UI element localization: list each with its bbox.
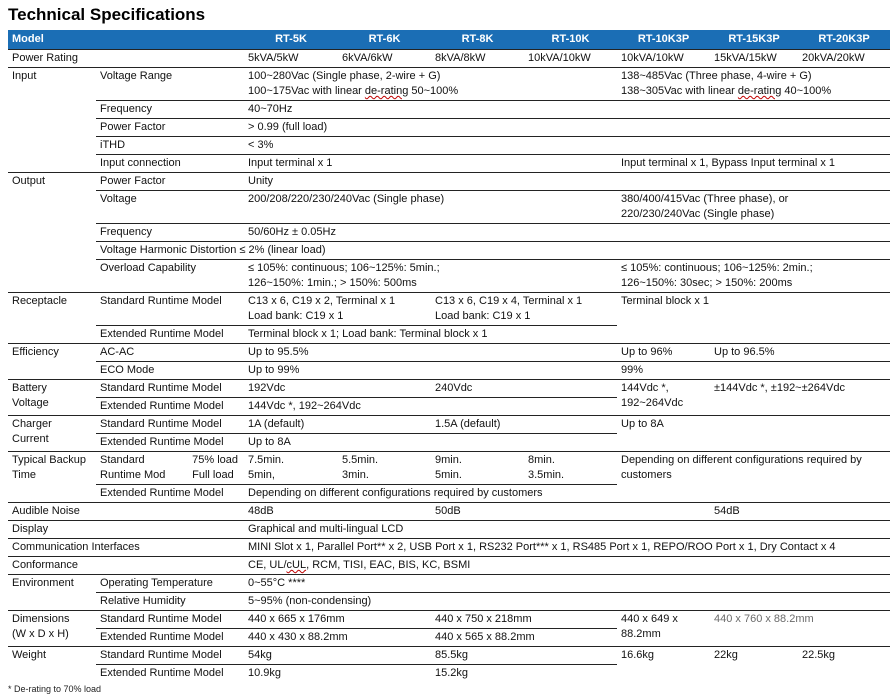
dimensions-10k3p: 440 x 649 x 88.2mm	[617, 611, 710, 647]
backup-extended-value: Depending on different configurations required by customers	[244, 485, 617, 503]
output-power-factor-value: Unity	[244, 173, 890, 191]
relative-humidity-value: 5~95% (non-condensing)	[244, 593, 890, 611]
row-output-voltage	[8, 191, 890, 224]
row-overload-capability	[8, 260, 890, 293]
ithd-value: < 3%	[244, 137, 890, 155]
charger-std-5k-6k: 1A (default)	[244, 416, 431, 434]
row-label-display: Display	[8, 521, 244, 539]
row-label-output-frequency: Frequency	[96, 224, 244, 242]
voltage-range-three-phase	[617, 68, 890, 101]
spellcheck-underline: de-rating	[737, 85, 782, 97]
row-weight-standard	[8, 647, 890, 665]
weight-ext-5k-6k: 10.9kg	[244, 665, 431, 683]
operating-temperature-value: 0~55°C ****	[244, 575, 890, 593]
section-label-environment: Environment	[8, 575, 96, 611]
communication-interfaces-value: MINI Slot x 1, Parallel Port** x 2, USB Port x 1, RS232 Port*** x 1, RS485 Port x 1, REPO/ROO Port x 1, Dry Contact x 4	[244, 539, 890, 557]
row-label-power-rating: Power Rating	[8, 50, 244, 68]
section-label-efficiency: Efficiency	[8, 344, 96, 380]
efficiency-eco-1ph: Up to 99%	[244, 362, 617, 380]
dimensions-ext-5k-6k: 440 x 430 x 88.2mm	[244, 629, 431, 647]
battery-15k-20k: ±144Vdc *, ±192~±264Vdc	[710, 380, 890, 416]
battery-std-8k-10k: 240Vdc	[431, 380, 617, 398]
battery-std-5k-6k: 192Vdc	[244, 380, 431, 398]
row-label-input-power-factor: Power Factor	[96, 119, 244, 137]
receptacle-extended-value: Terminal block x 1; Load bank: Terminal block x 1	[244, 326, 617, 344]
row-label-backup-extended: Extended Runtime Model	[96, 485, 244, 503]
dimensions-std-8k-10k: 440 x 750 x 218mm	[431, 611, 617, 629]
row-input-frequency	[8, 101, 890, 119]
section-label-backup-time: Typical Backup Time	[8, 452, 96, 503]
table-header-row	[8, 30, 890, 50]
row-label-eco-mode: ECO Mode	[96, 362, 244, 380]
input-connection-single-phase: Input terminal x 1	[244, 155, 617, 173]
charger-three-phase: Up to 8A	[617, 416, 890, 452]
row-label-overload-capability: Overload Capability	[96, 260, 244, 293]
row-output-frequency	[8, 224, 890, 242]
conformance-value: CE, UL/cUL, RCM, TISI, EAC, BIS, KC, BSMI	[244, 557, 890, 575]
spellcheck-underline: de-rating	[364, 85, 409, 97]
row-output-power-factor	[8, 173, 890, 191]
audible-noise-8k-10k3p: 50dB	[431, 503, 710, 521]
charger-std-8k-10k: 1.5A (default)	[431, 416, 617, 434]
section-label-weight: Weight	[8, 647, 96, 683]
output-frequency-value: 50/60Hz ± 0.05Hz	[244, 224, 890, 242]
row-label-output-power-factor: Power Factor	[96, 173, 244, 191]
row-label-harmonic-distortion: Voltage Harmonic Distortion ≤ 2% (linear load)	[96, 242, 890, 260]
receptacle-8k-10k: C13 x 6, C19 x 4, Terminal x 1 Load bank: C19 x 1	[431, 293, 617, 326]
row-output-harmonic-distortion	[8, 242, 890, 260]
row-input-power-factor	[8, 119, 890, 137]
backup-rt-10k: 8min. 3.5min.	[524, 452, 617, 485]
row-input-voltage-range	[8, 68, 890, 101]
row-display	[8, 521, 890, 539]
row-relative-humidity	[8, 593, 890, 611]
output-voltage-single-phase: 200/208/220/230/240Vac (Single phase)	[244, 191, 617, 224]
col-header-rt-15k3p: RT-15K3P	[710, 30, 798, 50]
row-label-dimensions-standard: Standard Runtime Model	[96, 611, 244, 629]
section-label-charger-current: Charger Current	[8, 416, 96, 452]
voltage-range-single-phase-line2: 100~175Vac with linear de-rating 50~100%	[248, 85, 459, 97]
weight-10k3p: 16.6kg	[617, 647, 710, 683]
footnote: * De-rating to 70% load	[8, 684, 102, 694]
weight-std-5k-6k: 54kg	[244, 647, 431, 665]
row-battery-standard	[8, 380, 890, 398]
output-voltage-three-phase: 380/400/415Vac (Three phase), or 220/230/240Vac (Single phase)	[617, 191, 890, 224]
row-label-weight-extended: Extended Runtime Model	[96, 665, 244, 683]
power-rating-rt-6k: 6kVA/6kW	[338, 50, 431, 68]
power-rating-rt-10k3p: 10kVA/10kW	[617, 50, 710, 68]
weight-20k3p: 22.5kg	[798, 647, 890, 683]
row-input-connection	[8, 155, 890, 173]
col-header-rt-20k3p: RT-20K3P	[798, 30, 890, 50]
efficiency-eco-3ph: 99%	[617, 362, 890, 380]
input-frequency-value: 40~70Hz	[244, 101, 890, 119]
backup-load-labels: 75% load Full load	[192, 454, 238, 481]
voltage-range-single-phase	[244, 68, 617, 101]
row-label-ithd: iTHD	[96, 137, 244, 155]
row-power-rating	[8, 50, 890, 68]
col-header-rt-10k: RT-10K	[524, 30, 617, 50]
row-charger-standard	[8, 416, 890, 434]
col-header-rt-10k3p: RT-10K3P	[617, 30, 710, 50]
overload-single-phase: ≤ 105%: continuous; 106~125%: 5min.; 126~150%: 1min.; > 150%: 500ms	[244, 260, 617, 293]
dimensions-ext-8k-10k: 440 x 565 x 88.2mm	[431, 629, 617, 647]
row-label-acac: AC-AC	[96, 344, 244, 362]
audible-noise-5k-6k: 48dB	[244, 503, 431, 521]
charger-extended-value: Up to 8A	[244, 434, 617, 452]
power-rating-rt-20k3p: 20kVA/20kW	[798, 50, 890, 68]
voltage-range-three-phase-line1: 138~485Vac (Three phase, 4-wire + G)	[621, 70, 812, 82]
backup-standard-label: Standard Runtime Mod	[100, 454, 166, 481]
row-label-battery-standard: Standard Runtime Model	[96, 380, 244, 398]
row-dimensions-standard	[8, 611, 890, 629]
dimensions-15k-20k: 440 x 760 x 88.2mm	[710, 611, 890, 647]
col-header-rt-6k: RT-6K	[338, 30, 431, 50]
backup-rt-6k: 5.5min. 3min.	[338, 452, 431, 485]
display-value: Graphical and multi-lingual LCD	[244, 521, 890, 539]
row-label-weight-standard: Standard Runtime Model	[96, 647, 244, 665]
backup-rt-5k: 7.5min. 5min,	[244, 452, 338, 485]
row-label-input-connection: Input connection	[96, 155, 244, 173]
row-label-dimensions-extended: Extended Runtime Model	[96, 629, 244, 647]
section-label-battery-voltage: Battery Voltage	[8, 380, 96, 416]
row-label-charger-extended: Extended Runtime Model	[96, 434, 244, 452]
page-title: Technical Specifications	[8, 5, 206, 24]
row-operating-temperature	[8, 575, 890, 593]
power-rating-rt-10k: 10kVA/10kW	[524, 50, 617, 68]
row-receptacle-standard	[8, 293, 890, 326]
backup-three-phase: Depending on different configurations required by customers	[617, 452, 890, 503]
row-label-output-voltage: Voltage	[96, 191, 244, 224]
overload-three-phase: ≤ 105%: continuous; 106~125%: 2min.; 126~150%: 30sec; > 150%: 200ms	[617, 260, 890, 293]
section-label-input: Input	[8, 68, 96, 173]
row-input-ithd	[8, 137, 890, 155]
row-conformance	[8, 557, 890, 575]
row-efficiency-acac	[8, 344, 890, 362]
input-power-factor-value: > 0.99 (full load)	[244, 119, 890, 137]
weight-ext-8k-10k: 15.2kg	[431, 665, 617, 683]
efficiency-acac-1ph: Up to 95.5%	[244, 344, 617, 362]
battery-10k3p: 144Vdc *, 192~264Vdc	[617, 380, 710, 416]
power-rating-rt-8k: 8kVA/8kW	[431, 50, 524, 68]
row-efficiency-eco	[8, 362, 890, 380]
backup-standard-loads-cell	[96, 452, 244, 485]
audible-noise-15k-20k: 54dB	[710, 503, 890, 521]
power-rating-rt-5k: 5kVA/5kW	[244, 50, 338, 68]
voltage-range-single-phase-line1: 100~280Vac (Single phase, 2-wire + G)	[248, 70, 441, 82]
spec-table	[8, 30, 890, 682]
row-label-communication-interfaces: Communication Interfaces	[8, 539, 244, 557]
row-label-conformance: Conformance	[8, 557, 244, 575]
weight-std-8k-10k: 85.5kg	[431, 647, 617, 665]
section-label-receptacle: Receptacle	[8, 293, 96, 344]
row-communication-interfaces	[8, 539, 890, 557]
power-rating-rt-15k3p: 15kVA/15kW	[710, 50, 798, 68]
backup-rt-8k: 9min. 5min.	[431, 452, 524, 485]
row-label-battery-extended: Extended Runtime Model	[96, 398, 244, 416]
row-label-receptacle-standard: Standard Runtime Model	[96, 293, 244, 326]
voltage-range-three-phase-line2: 138~305Vac with linear de-rating 40~100%	[621, 85, 832, 97]
efficiency-acac-15k-20k: Up to 96.5%	[710, 344, 890, 362]
row-label-audible-noise: Audible Noise	[8, 503, 244, 521]
model-column-header: Model	[8, 30, 244, 50]
row-label-voltage-range: Voltage Range	[96, 68, 244, 101]
section-label-output: Output	[8, 173, 96, 293]
spellcheck-underline: cUL	[286, 559, 307, 571]
row-backup-standard	[8, 452, 890, 485]
row-label-operating-temperature: Operating Temperature	[96, 575, 244, 593]
receptacle-5k-6k: C13 x 6, C19 x 2, Terminal x 1 Load bank: C19 x 1	[244, 293, 431, 326]
row-label-charger-standard: Standard Runtime Model	[96, 416, 244, 434]
row-label-input-frequency: Frequency	[96, 101, 244, 119]
col-header-rt-8k: RT-8K	[431, 30, 524, 50]
input-connection-three-phase: Input terminal x 1, Bypass Input terminal x 1	[617, 155, 890, 173]
weight-15k3p: 22kg	[710, 647, 798, 683]
row-audible-noise	[8, 503, 890, 521]
battery-extended-value: 144Vdc *, 192~264Vdc	[244, 398, 617, 416]
receptacle-three-phase: Terminal block x 1	[617, 293, 890, 344]
row-label-relative-humidity: Relative Humidity	[96, 593, 244, 611]
section-label-dimensions: Dimensions (W x D x H)	[8, 611, 96, 647]
dimensions-std-5k-6k: 440 x 665 x 176mm	[244, 611, 431, 629]
efficiency-acac-10k3p: Up to 96%	[617, 344, 710, 362]
col-header-rt-5k: RT-5K	[244, 30, 338, 50]
row-label-receptacle-extended: Extended Runtime Model	[96, 326, 244, 344]
